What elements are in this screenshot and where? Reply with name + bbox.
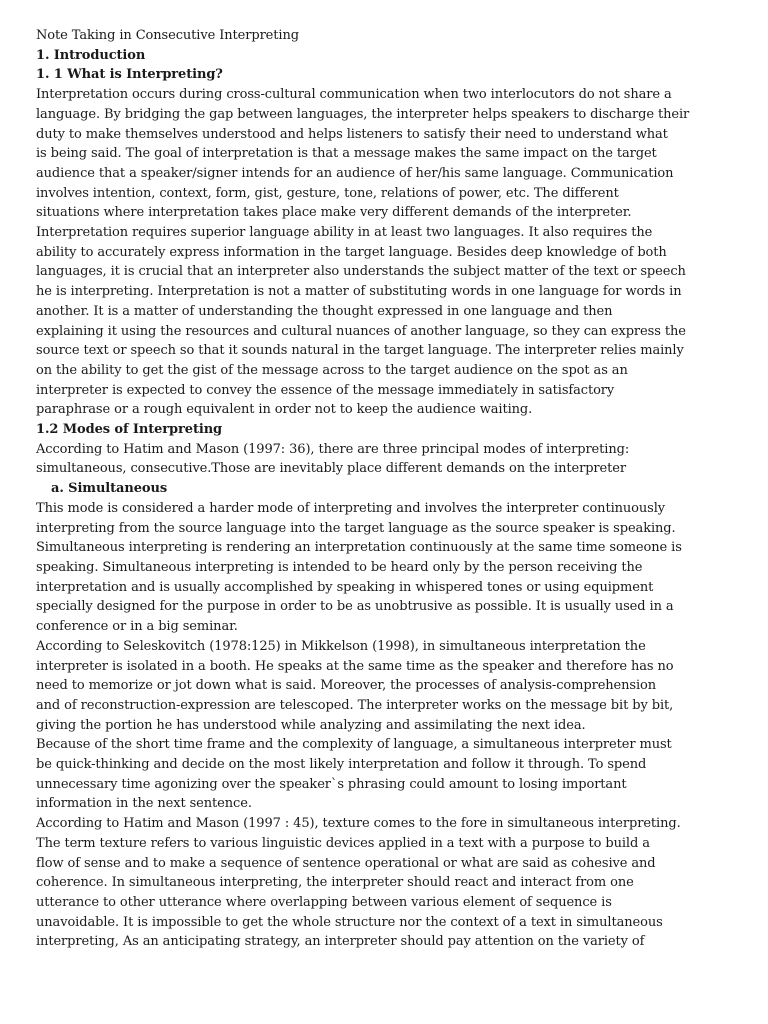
text-line: he is interpreting. Interpretation is not a matter of substituting words in one language for words in — [36, 284, 682, 300]
text-line: paraphrase or a rough equivalent in order not to keep the audience waiting. — [36, 402, 533, 418]
text-line: According to Seleskovitch (1978:125) in Mikkelson (1998), in simultaneous interpretation the — [36, 638, 646, 654]
heading-introduction: 1. Introduction — [36, 47, 146, 63]
text-line: duty to make themselves understood and helps listeners to satisfy their need to understand what — [36, 126, 668, 142]
text-line: another. It is a matter of understanding the thought expressed in one language and then — [36, 303, 613, 319]
text-line: Because of the short time frame and the complexity of language, a simultaneous interpreter must — [36, 737, 672, 753]
text-line: and of reconstruction-expression are telescoped. The interpreter works on the message bit by bit, — [36, 697, 674, 713]
heading-what-is-interpreting: 1. 1 What is Interpreting? — [36, 67, 223, 83]
document-page — [36, 26, 736, 952]
text-line: interpreter is expected to convey the essence of the message immediately in satisfactory — [36, 382, 615, 398]
text-line: situations where interpretation takes place make very different demands of the interpreter. — [36, 205, 632, 221]
text-line: interpreting, As an anticipating strategy, an interpreter should pay attention on the variety of — [36, 934, 645, 950]
text-line: need to memorize or jot down what is said. Moreover, the processes of analysis-comprehension — [36, 678, 657, 694]
heading-modes-of-interpreting: 1.2 Modes of Interpreting — [36, 422, 223, 438]
text-line: source text or speech so that it sounds natural in the target language. The interpreter relies mainly — [36, 343, 684, 359]
paragraph-texture — [36, 814, 736, 952]
text-line: coherence. In simultaneous interpreting, the interpreter should react and interact from one — [36, 875, 634, 891]
text-line: languages, it is crucial that an interpreter also understands the subject matter of the text or speech — [36, 264, 686, 280]
text-line: is being said. The goal of interpretation is that a message makes the same impact on the target — [36, 146, 657, 162]
paragraph-time-frame — [36, 735, 736, 814]
paragraph-modes — [36, 440, 736, 479]
text-line: specially designed for the purpose in order to be as unobtrusive as possible. It is usually used in a — [36, 599, 674, 615]
text-line: The term texture refers to various linguistic devices applied in a text with a purpose to build a — [36, 835, 650, 851]
text-line: interpretation and is usually accomplished by speaking in whispered tones or using equipment — [36, 579, 654, 595]
text-line: Interpretation requires superior language ability in at least two languages. It also requires the — [36, 225, 653, 241]
text-line: on the ability to get the gist of the message across to the target audience on the spot as an — [36, 362, 628, 378]
heading-simultaneous: a. Simultaneous — [51, 481, 168, 497]
text-line: information in the next sentence. — [36, 796, 252, 812]
text-line: Simultaneous interpreting is rendering an interpretation continuously at the same time someone is — [36, 540, 682, 556]
text-line: utterance to other utterance where overlapping between various element of sequence is — [36, 894, 612, 910]
text-line: According to Hatim and Mason (1997 : 45), texture comes to the fore in simultaneous interpreting. — [36, 816, 681, 832]
document-title: Note Taking in Consecutive Interpreting — [36, 28, 299, 43]
text-line: interpreter is isolated in a booth. He speaks at the same time as the speaker and therefore has no — [36, 658, 674, 674]
text-line: giving the portion he has understood while analyzing and assimilating the next idea. — [36, 717, 586, 733]
text-line: According to Hatim and Mason (1997: 36), there are three principal modes of interpreting: — [36, 441, 630, 457]
text-line: flow of sense and to make a sequence of sentence operational or what are said as cohesive and — [36, 855, 656, 871]
text-line: ability to accurately express information in the target language. Besides deep knowledge of both — [36, 244, 667, 260]
text-line: audience that a speaker/signer intends for an audience of her/his same language. Communication — [36, 165, 674, 181]
text-line: conference or in a big seminar. — [36, 619, 238, 635]
text-line: language. By bridging the gap between languages, the interpreter helps speakers to discharge their — [36, 106, 690, 122]
text-line: unnecessary time agonizing over the speaker`s phrasing could amount to losing important — [36, 776, 627, 792]
text-line: simultaneous, consecutive.Those are inevitably place different demands on the interpreter — [36, 461, 626, 477]
text-line: speaking. Simultaneous interpreting is intended to be heard only by the person receiving the — [36, 559, 643, 575]
paragraph-seleskovitch — [36, 637, 736, 736]
text-line: explaining it using the resources and cultural nuances of another language, so they can express the — [36, 323, 686, 339]
paragraph-simultaneous-definition — [36, 499, 736, 637]
paragraph-what-is-interpreting — [36, 85, 736, 420]
text-line: be quick-thinking and decide on the most likely interpretation and follow it through. To spend — [36, 757, 647, 773]
text-line: involves intention, context, form, gist, gesture, tone, relations of power, etc. The different — [36, 185, 619, 201]
text-line: interpreting from the source language into the target language as the source speaker is speaking. — [36, 520, 676, 536]
text-line: Interpretation occurs during cross-cultural communication when two interlocutors do not share a — [36, 87, 672, 103]
text-line: unavoidable. It is impossible to get the whole structure nor the context of a text in simultaneous — [36, 914, 663, 930]
text-line: This mode is considered a harder mode of interpreting and involves the interpreter continuously — [36, 500, 666, 516]
